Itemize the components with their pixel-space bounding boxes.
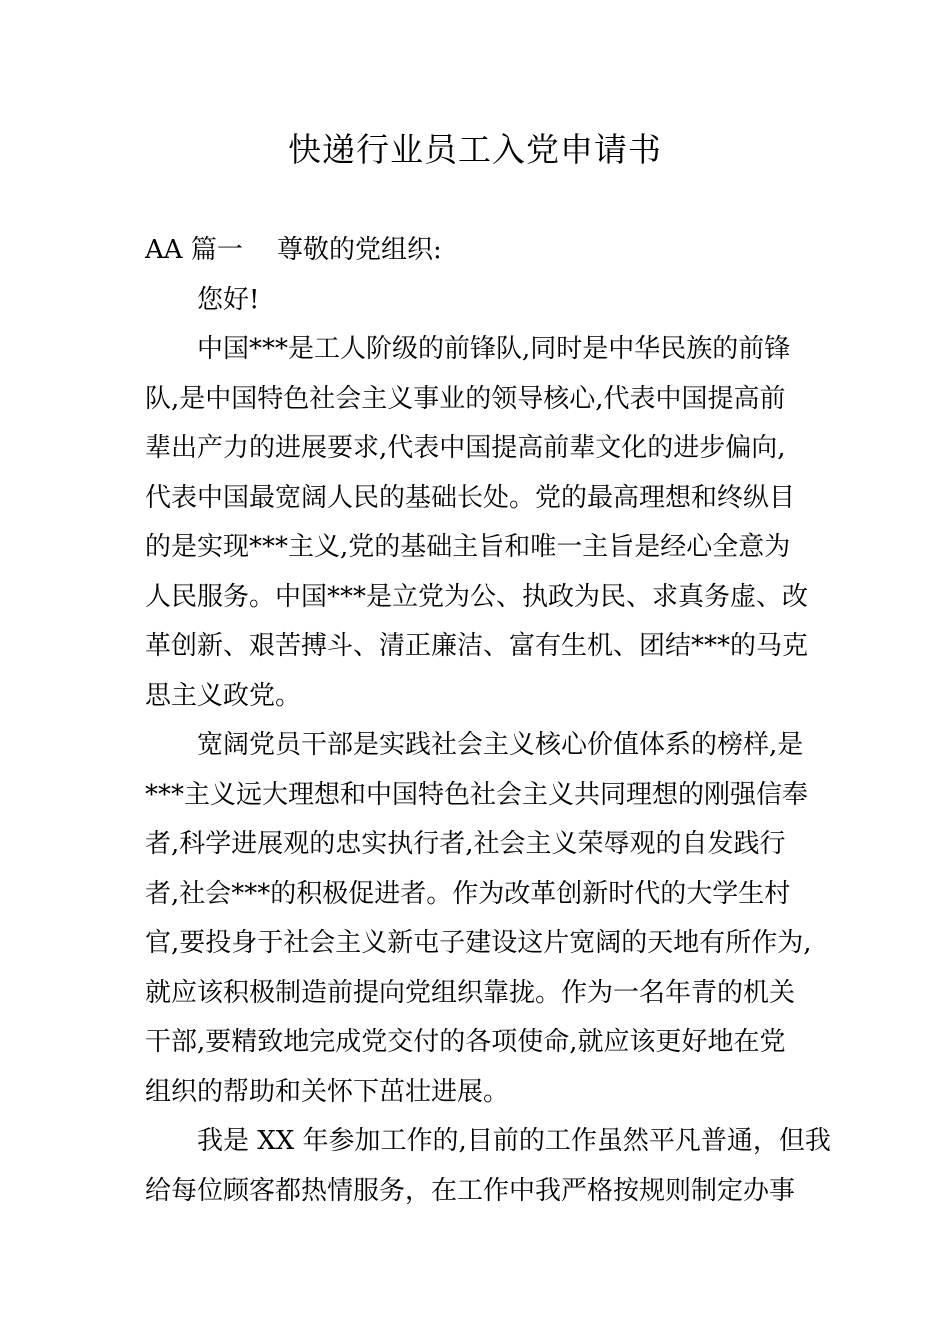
paragraph-1 <box>145 325 815 721</box>
salutation: 尊敬的党组织: <box>277 235 442 265</box>
greeting: 您好! <box>197 284 260 315</box>
paragraph-line: 辈出产力的进展要求,代表中国提高前辈文化的进步偏向, <box>145 433 786 463</box>
paragraph-line: 中国***是工人阶级的前锋队,同时是中华民族的前锋 <box>197 334 791 364</box>
paragraph-line: 队,是中国特色社会主义事业的领导核心,代表中国提高前 <box>145 383 786 414</box>
paragraph-line: ***主义远大理想和中国特色社会主义共同理想的刚强信奉 <box>145 779 809 810</box>
paragraph-3 <box>145 1117 831 1216</box>
paragraph-line: 我是 XX 年参加工作的,目前的工作虽然平凡普通，但我 <box>197 1126 831 1156</box>
paragraph-line: 者,社会***的积极促进者。作为改革创新时代的大学生村 <box>145 878 791 909</box>
paragraph-line: 革创新、艰苦搏斗、清正廉洁、富有生机、团结***的马克 <box>145 631 809 661</box>
paragraph-line: 者,科学进展观的忠实执行者,社会主义荣辱观的自发践行 <box>145 829 786 859</box>
paragraph-line: 官,要投身于社会主义新屯子建设这片宽阔的天地有所作为, <box>145 928 812 958</box>
paragraph-2 <box>145 721 815 1117</box>
paragraph-line: 的是实现***主义,党的基础主旨和唯一主旨是经心全意为 <box>145 532 791 562</box>
paragraph-line: 组织的帮助和关怀下茁壮进展。 <box>145 1076 510 1107</box>
paragraph-line: 思主义政党。 <box>145 680 302 711</box>
paragraph-line: 宽阔党员干部是实践社会主义核心价值体系的榜样,是 <box>197 730 804 760</box>
section-label: AA 篇一 <box>145 235 243 265</box>
paragraph-line: 人民服务。中国***是立党为公、执政为民、求真务虚、改 <box>145 581 809 612</box>
document-body <box>145 226 831 1216</box>
paragraph-line: 给每位顾客都热情服务，在工作中我严格按规则制定办事 <box>145 1175 796 1206</box>
paragraph-line: 代表中国最宽阔人民的基础长处。党的最高理想和终纵目 <box>145 482 796 513</box>
paragraph-line: 就应该积极制造前提向党组织靠拢。作为一名年青的机关 <box>145 977 796 1008</box>
document-title: 快递行业员工入党申请书 <box>288 130 662 169</box>
paragraph-line: 干部,要精致地完成党交付的各项使命,就应该更好地在党 <box>145 1027 786 1057</box>
opening-line <box>145 226 815 276</box>
